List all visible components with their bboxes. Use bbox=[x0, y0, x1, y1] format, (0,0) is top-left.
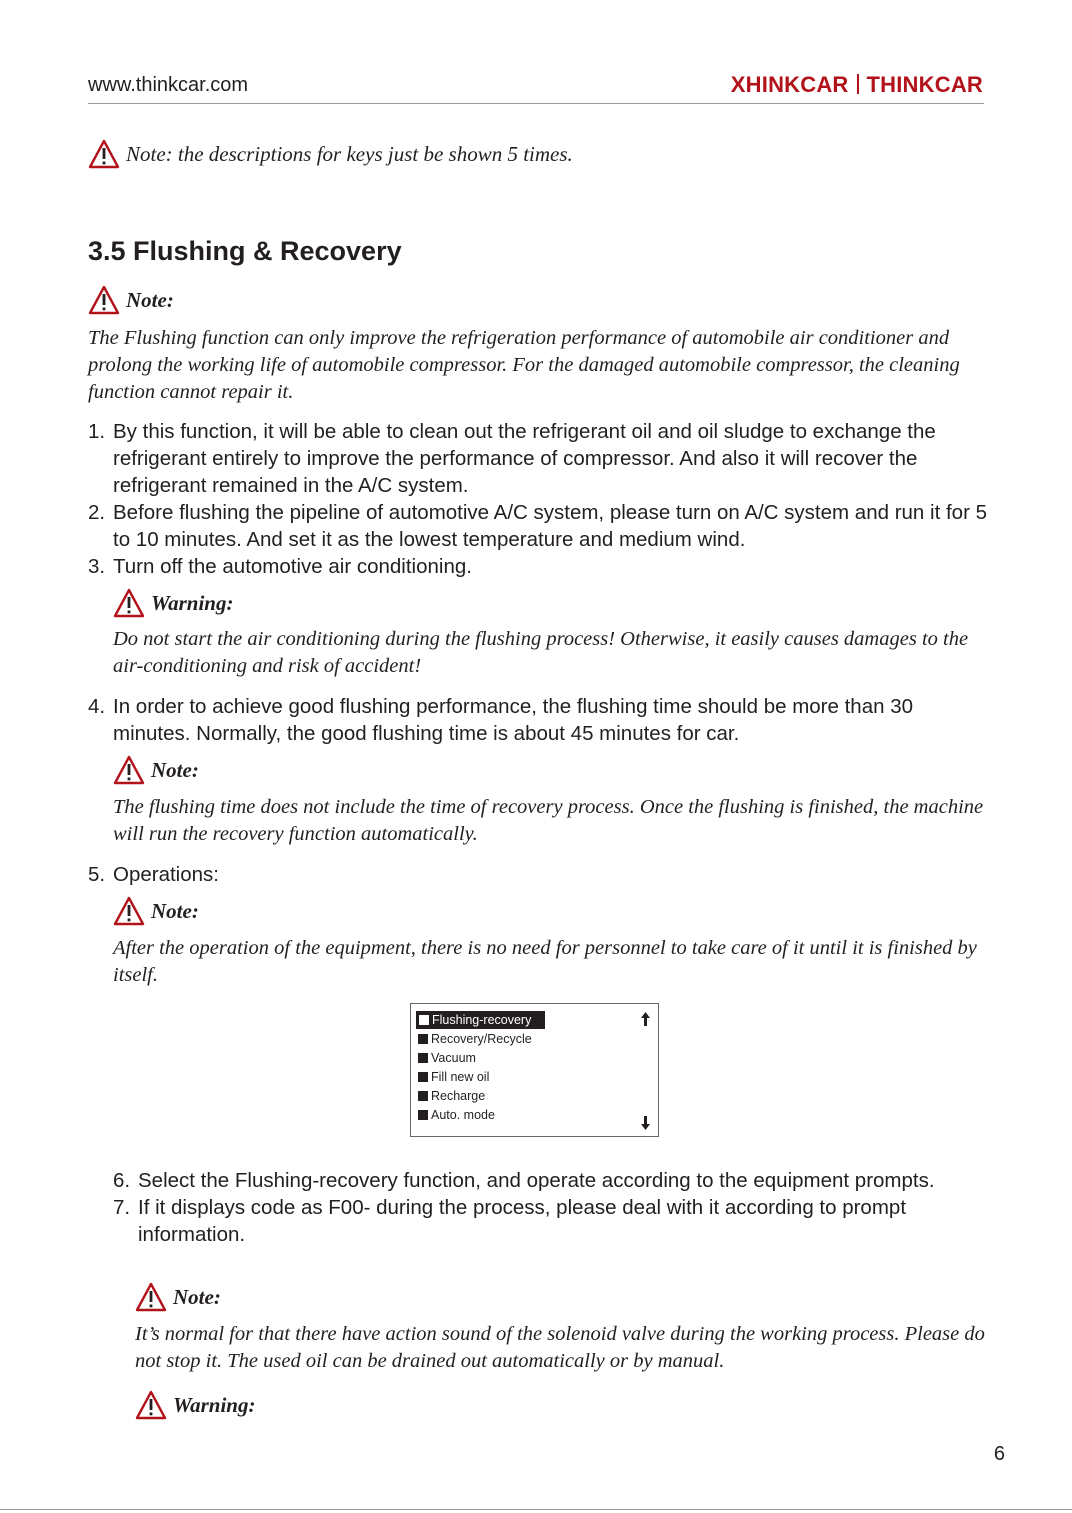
step-text: If it displays code as F00- during the process, please deal with it according to prompt information. bbox=[138, 1196, 907, 1246]
step-number: 4. bbox=[88, 695, 106, 718]
page-number: 6 bbox=[993, 1443, 1005, 1465]
step-text: Turn off the automotive air conditioning. bbox=[113, 555, 472, 578]
warning-triangle-icon bbox=[113, 588, 145, 618]
list-item bbox=[88, 418, 988, 499]
step-number: 2. bbox=[88, 501, 106, 524]
bullet-square-icon bbox=[418, 1034, 428, 1044]
bullet-square-icon bbox=[418, 1072, 428, 1082]
steps-list-a bbox=[88, 418, 988, 580]
note4-text: It’s normal for that there have action sound of the solenoid valve during the working process. Please do not stop it. The used oil can be drained out automatically or by manual. bbox=[135, 1323, 985, 1372]
arrow-up-icon[interactable] bbox=[641, 1012, 650, 1026]
step-number: 1. bbox=[88, 420, 106, 443]
menu-item-recharge[interactable]: Recharge bbox=[418, 1087, 485, 1105]
warning-triangle-icon bbox=[135, 1390, 167, 1420]
step-text: In order to achieve good flushing performance, the flushing time should be more than 30 minutes. Normally, the good flushing time is about 45 minutes for car. bbox=[113, 695, 913, 745]
menu-item-vacuum[interactable]: Vacuum bbox=[418, 1049, 476, 1067]
note3-text: After the operation of the equipment, there is no need for personnel to take care of it until it is finished by itself. bbox=[113, 937, 977, 986]
warning1-text: Do not start the air conditioning during the flushing process! Otherwise, it easily causes damages to the air-conditioning and risk of accident! bbox=[113, 628, 969, 677]
step-number: 3. bbox=[88, 555, 106, 578]
intro-note-text: The Flushing function can only improve the refrigeration performance of automobile air conditioner and prolong the working life of automobile compressor. For the damaged automobile compressor, the cleaning function cannot repair it. bbox=[88, 327, 960, 403]
bullet-square-icon bbox=[418, 1053, 428, 1063]
bullet-square-icon bbox=[418, 1091, 428, 1101]
top-note-text: Note: the descriptions for keys just be shown 5 times. bbox=[126, 141, 573, 166]
note4-label: Note: bbox=[173, 1284, 221, 1309]
menu-item-auto-mode[interactable]: Auto. mode bbox=[418, 1106, 495, 1124]
note2-heading bbox=[113, 755, 199, 785]
footer-divider bbox=[0, 1509, 1072, 1510]
top-note bbox=[88, 139, 573, 169]
header-divider bbox=[88, 103, 984, 104]
warning2-heading bbox=[135, 1390, 255, 1420]
list-item bbox=[88, 861, 988, 888]
step-text: Select the Flushing-recovery function, and operate according to the equipment prompts. bbox=[138, 1169, 935, 1192]
intro-note-label: Note: bbox=[126, 287, 174, 312]
brand-logo bbox=[731, 72, 983, 98]
step-number: 7. bbox=[113, 1196, 131, 1219]
menu-item-recovery-recycle[interactable]: Recovery/Recycle bbox=[418, 1030, 532, 1048]
device-menu-screen bbox=[410, 1003, 659, 1137]
list-item bbox=[113, 1194, 983, 1248]
menu-item-flushing-recovery[interactable]: Flushing-recovery bbox=[416, 1011, 545, 1029]
warning-triangle-icon bbox=[113, 755, 145, 785]
warning-triangle-icon bbox=[113, 896, 145, 926]
steps-list-5 bbox=[88, 861, 988, 888]
intro-note-heading bbox=[88, 285, 174, 315]
brand-left: XHINKCAR bbox=[730, 72, 849, 97]
step-text: Operations: bbox=[113, 863, 219, 886]
step-number: 5. bbox=[88, 863, 106, 886]
warning2-label: Warning: bbox=[173, 1392, 256, 1417]
steps-list-b bbox=[113, 1167, 983, 1248]
site-url[interactable]: www.thinkcar.com bbox=[88, 74, 249, 96]
arrow-down-icon[interactable] bbox=[641, 1116, 650, 1130]
note2-label: Note: bbox=[151, 757, 199, 782]
step-text: Before flushing the pipeline of automotive A/C system, please turn on A/C system and run it for 5 to 10 minutes. And set it as the lowest temperature and medium wind. bbox=[113, 501, 987, 551]
warning1-label: Warning: bbox=[151, 590, 234, 615]
note4-heading bbox=[135, 1282, 221, 1312]
step-number: 6. bbox=[113, 1169, 131, 1192]
section-title: 3.5 Flushing & Recovery bbox=[88, 236, 402, 266]
brand-separator bbox=[857, 74, 859, 94]
brand-right: THINKCAR bbox=[866, 72, 983, 97]
warning1-heading bbox=[113, 588, 233, 618]
bullet-square-icon bbox=[418, 1110, 428, 1120]
menu-item-fill-new-oil[interactable]: Fill new oil bbox=[418, 1068, 489, 1086]
bullet-square-icon bbox=[419, 1015, 429, 1025]
warning-triangle-icon bbox=[135, 1282, 167, 1312]
note3-heading bbox=[113, 896, 199, 926]
note3-label: Note: bbox=[151, 898, 199, 923]
warning-triangle-icon bbox=[88, 139, 120, 169]
list-item bbox=[88, 693, 988, 747]
list-item bbox=[88, 499, 988, 553]
list-item bbox=[88, 553, 988, 580]
note2-text: The flushing time does not include the time of recovery process. Once the flushing is finished, the machine will run the recovery function automatically. bbox=[113, 796, 984, 845]
steps-list-4 bbox=[88, 693, 988, 747]
step-text: By this function, it will be able to clean out the refrigerant oil and oil sludge to exchange the refrigerant entirely to improve the performance of compressor. And also it will recover the refrigerant remained in the A/C system. bbox=[113, 420, 936, 497]
list-item bbox=[113, 1167, 983, 1194]
warning-triangle-icon bbox=[88, 285, 120, 315]
